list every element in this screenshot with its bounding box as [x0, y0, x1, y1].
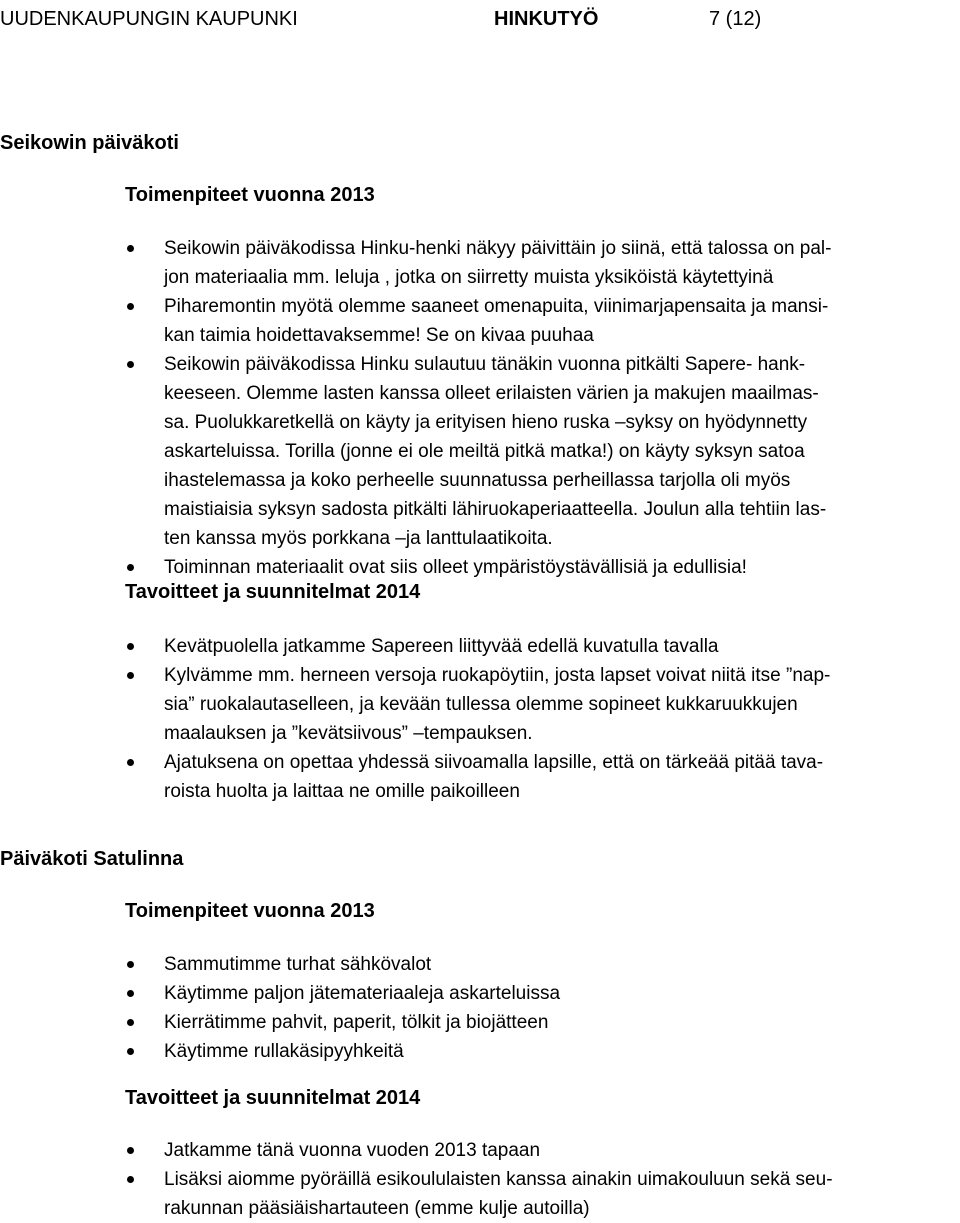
list-item-line: Jatkamme tänä vuonna vuoden 2013 tapaan [164, 1140, 541, 1161]
list-item-line: keeseen. Olemme lasten kanssa olleet erilaisten värien ja makujen maailmas- [164, 383, 819, 404]
bullet-list-satulinna-actions [0, 950, 960, 1066]
list-item-line: maalauksen ja ”kevätsiivous” –tempauksen. [164, 723, 533, 744]
list-item-line: Seikowin päiväkodissa Hinku sulautuu tänäkin vuonna pitkälti Sapere- hank- [164, 354, 806, 375]
page-number: 7 (12) [709, 8, 762, 30]
list-item-line: maistiaisia syksyn sadosta pitkälti lähiruokaperiaatteella. Joulun alla tehtiin las- [164, 499, 827, 520]
list-item [0, 661, 960, 748]
subsection-title-actions-2013: Toimenpiteet vuonna 2013 [125, 184, 375, 206]
list-item [0, 1165, 960, 1223]
list-item [0, 1136, 960, 1165]
bullet-icon [127, 1048, 134, 1055]
section-title-satulinna: Päiväkoti Satulinna [0, 848, 184, 870]
list-item-line: Kylvämme mm. herneen versoja ruokapöytiin, josta lapset voivat niitä itse ”nap- [164, 665, 831, 686]
list-item [0, 748, 960, 806]
list-item-line: Kevätpuolella jatkamme Sapereen liittyvää edellä kuvatulla tavalla [164, 636, 719, 657]
list-item-line: sia” ruokalautaselleen, ja kevään tullessa olemme sopineet kukkaruukkujen [164, 694, 798, 715]
bullet-icon [127, 990, 134, 997]
list-item [0, 1037, 960, 1066]
list-item-line: kan taimia hoidettavaksemme! Se on kivaa puuhaa [164, 325, 594, 346]
bullet-icon [127, 361, 134, 368]
list-item-line: Piharemontin myötä olemme saaneet omenapuita, viinimarjapensaita ja mansi- [164, 296, 829, 317]
list-item [0, 632, 960, 661]
list-item-line: ten kanssa myös porkkana –ja lanttulaatikoita. [164, 528, 553, 549]
list-item [0, 1008, 960, 1037]
bullet-icon [127, 961, 134, 968]
bullet-list-satulinna-goals [0, 1136, 960, 1223]
list-item [0, 292, 960, 350]
bullet-icon [127, 1147, 134, 1154]
list-item-line: Lisäksi aiomme pyöräillä esikoululaisten kanssa ainakin uimakouluun sekä seu- [164, 1169, 833, 1190]
bullet-icon [127, 1019, 134, 1026]
list-item-line: ihastelemassa ja koko perheelle suunnatussa perheillassa tarjolla oli myös [164, 470, 791, 491]
list-item-line: Toiminnan materiaalit ovat siis olleet ympäristöystävällisiä ja edullisia! [164, 557, 747, 578]
list-item-line: roista huolta ja laittaa ne omille paikoilleen [164, 781, 520, 802]
list-item-line: jon materiaalia mm. leluja , jotka on siirretty muista yksiköistä käytettyinä [164, 267, 774, 288]
page-header [0, 4, 960, 34]
document-type: HINKUTYÖ [494, 8, 599, 30]
subsection-title-goals-2014: Tavoitteet ja suunnitelmat 2014 [125, 1087, 421, 1109]
bullet-icon [127, 759, 134, 766]
list-item [0, 950, 960, 979]
bullet-icon [127, 245, 134, 252]
list-item-line: Ajatuksena on opettaa yhdessä siivoamalla lapsille, että on tärkeää pitää tava- [164, 752, 824, 773]
list-item-line: sa. Puolukkaretkellä on käyty ja erityisen hieno ruska –syksy on hyödynnetty [164, 412, 808, 433]
subsection-title-goals-2014: Tavoitteet ja suunnitelmat 2014 [125, 581, 421, 603]
subsection-title-actions-2013: Toimenpiteet vuonna 2013 [125, 900, 375, 922]
bullet-icon [127, 1176, 134, 1183]
bullet-icon [127, 303, 134, 310]
list-item-line: rakunnan pääsiäishartauteen (emme kulje autoilla) [164, 1198, 590, 1219]
bullet-icon [127, 672, 134, 679]
section-title-seikowin: Seikowin päiväkoti [0, 132, 179, 154]
list-item-line: askarteluissa. Torilla (jonne ei ole meiltä pitkä matka!) on käyty syksyn satoa [164, 441, 805, 462]
list-item-line: Seikowin päiväkodissa Hinku-henki näkyy päivittäin jo siinä, että talossa on pal- [164, 238, 832, 259]
bullet-list-seikowin-actions [0, 234, 960, 582]
bullet-icon [127, 643, 134, 650]
list-item-line: Käytimme paljon jätemateriaaleja askarteluissa [164, 983, 561, 1004]
list-item [0, 979, 960, 1008]
list-item-line: Kierrätimme pahvit, paperit, tölkit ja biojätteen [164, 1012, 549, 1033]
organization-name: UUDENKAUPUNGIN KAUPUNKI [0, 8, 298, 30]
list-item [0, 234, 960, 292]
bullet-list-seikowin-goals [0, 632, 960, 806]
list-item-line: Käytimme rullakäsipyyhkeitä [164, 1041, 404, 1062]
list-item [0, 350, 960, 553]
bullet-icon [127, 564, 134, 571]
list-item-line: Sammutimme turhat sähkövalot [164, 954, 432, 975]
